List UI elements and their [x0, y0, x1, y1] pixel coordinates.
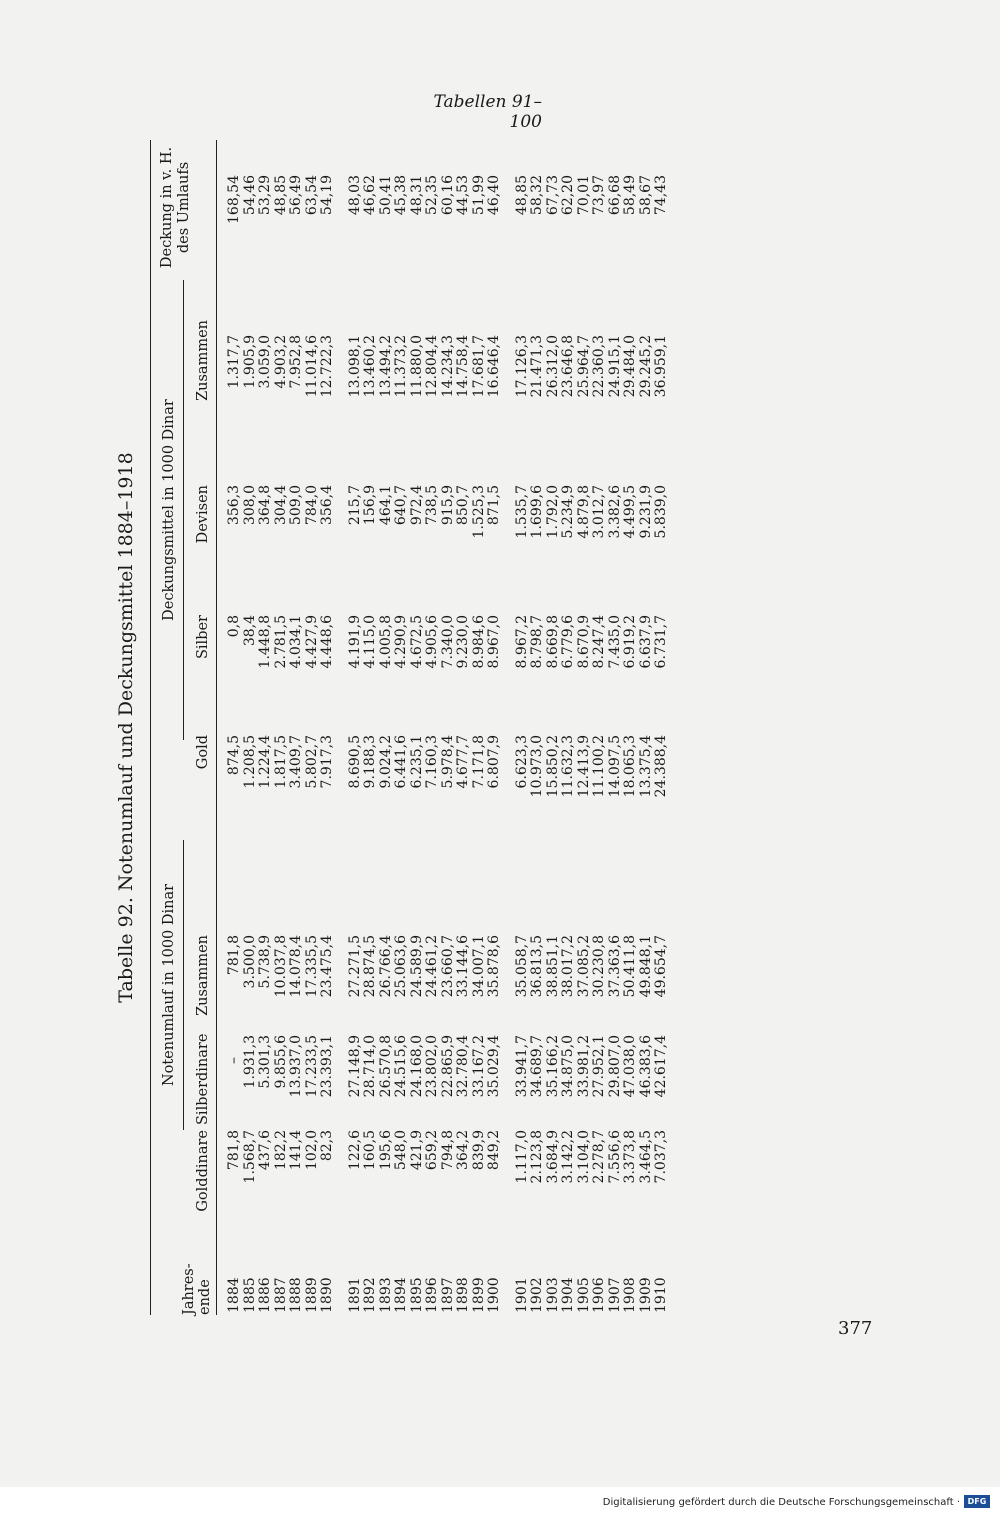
table-cell: 33.981,2: [575, 1035, 592, 1098]
table-cell: 659,2: [424, 1130, 440, 1171]
table-cell: 24.461,2: [424, 935, 440, 998]
table-cell: 141,4: [288, 1130, 304, 1171]
table-cell: 1.448,8: [257, 615, 273, 669]
table-cell: 29.245,2: [637, 335, 654, 398]
table-cell: 7.160,3: [424, 735, 440, 789]
table-cell: 17.681,7: [470, 335, 487, 398]
table-cell: 38.017,2: [560, 935, 576, 998]
table-cell: 13.098,1: [346, 335, 363, 398]
table-cell: 63,54: [303, 175, 320, 216]
table-cell: 35.878,6: [486, 935, 502, 998]
table-cell: 1910: [653, 1277, 669, 1313]
table-cell: 1.117,0: [513, 1130, 530, 1184]
table-cell: 7.340,0: [439, 615, 456, 669]
table-cell: 49.848,1: [637, 935, 654, 998]
table-cell: 1890: [319, 1277, 335, 1313]
table-cell: 1.208,5: [241, 735, 258, 789]
table-cell: 1.817,5: [272, 735, 289, 789]
footer-text: Digitalisierung gefördert durch die Deutsche Forschungsgemeinschaft ·: [602, 1497, 960, 1508]
table-cell: 2.123,8: [529, 1130, 545, 1184]
table-cell: 6.779,6: [560, 615, 576, 669]
table-cell: 30.230,8: [591, 935, 607, 998]
table-cell: 67,73: [544, 175, 561, 216]
table-cell: 1.568,7: [241, 1130, 258, 1184]
table-cell: 9.024,2: [377, 735, 394, 789]
table-cell: 11.880,0: [408, 335, 425, 398]
table-cell: 44,53: [455, 175, 471, 216]
table-cell: 34.007,1: [470, 935, 487, 998]
table-cell: 4.191,9: [346, 615, 363, 669]
table-cell: 18.065,3: [622, 735, 638, 798]
table-cell: 6.235,1: [408, 735, 425, 789]
table-cell: 3.382,6: [606, 485, 623, 539]
table-cell: 2.781,5: [272, 615, 289, 669]
table-cell: 4.005,8: [377, 615, 394, 669]
table-cell: 34.689,7: [529, 1035, 545, 1098]
table-cell: 102,0: [303, 1130, 320, 1171]
col-header-jahresende: Jahres- ende: [181, 1263, 213, 1315]
table-cell: 27.952,1: [591, 1035, 607, 1098]
table-cell: 1887: [272, 1277, 289, 1313]
table-cell: 195,6: [377, 1130, 394, 1171]
table-cell: 839,9: [470, 1130, 487, 1171]
table-cell: 8.967,2: [513, 615, 530, 669]
table-cell: 4.879,8: [575, 485, 592, 539]
table-cell: 3.684,9: [544, 1130, 561, 1184]
dfg-logo: DFG: [964, 1495, 990, 1508]
table-cell: 29.484,0: [622, 335, 638, 398]
table-cell: 33.941,7: [513, 1035, 530, 1098]
table-cell: 4.290,9: [393, 615, 409, 669]
table-cell: 48,85: [513, 175, 530, 216]
table-cell: 14.234,3: [439, 335, 456, 398]
table-cell: 60,16: [439, 175, 456, 216]
table-cell: 58,49: [622, 175, 638, 216]
table-cell: 3.104,0: [575, 1130, 592, 1184]
table-cell: 4.905,6: [424, 615, 440, 669]
table-cell: 1899: [470, 1277, 487, 1313]
table-cell: 5.802,7: [303, 735, 320, 789]
table-cell: 36.813,5: [529, 935, 545, 998]
table-cell: 1896: [424, 1277, 440, 1313]
table-cell: 48,31: [408, 175, 425, 216]
table-cell: 437,6: [257, 1130, 273, 1171]
table-cell: 1893: [377, 1277, 394, 1313]
zusammen-deckung-column: [227, 335, 670, 435]
table-cell: 1906: [591, 1277, 607, 1313]
table-cell: 1891: [346, 1277, 363, 1313]
table-cell: 1885: [241, 1277, 258, 1313]
table-cell: 10.037,8: [272, 935, 289, 998]
table-cell: 850,7: [455, 485, 471, 526]
table-cell: 1889: [303, 1277, 320, 1313]
table-cell: 24.515,6: [393, 1035, 409, 1098]
col-header-zusammen-umlauf: Zusammen: [195, 935, 211, 1016]
silberdinare-column: [227, 1035, 670, 1125]
table-cell: 38,4: [241, 615, 258, 647]
table-cell: 38.851,1: [544, 935, 561, 998]
table-cell: 871,5: [486, 485, 502, 526]
table-cell: 33.144,6: [455, 935, 471, 998]
table-cell: 548,0: [393, 1130, 409, 1171]
table-cell: 1909: [637, 1277, 654, 1313]
table-cell: 21.471,3: [529, 335, 545, 398]
table-cell: 1904: [560, 1277, 576, 1313]
table-cell: 4.672,5: [408, 615, 425, 669]
table-cell: 3.059,0: [257, 335, 273, 389]
table-cell: 6.807,9: [486, 735, 502, 789]
table-cell: 28.714,0: [362, 1035, 378, 1098]
table-cell: 1898: [455, 1277, 471, 1313]
table-cell: 356,3: [226, 485, 242, 526]
table-cell: 1.525,3: [470, 485, 487, 539]
golddinare-column: [227, 1130, 670, 1220]
table-cell: 4.115,0: [362, 615, 378, 669]
table-cell: 23.802,0: [424, 1035, 440, 1098]
table-cell: 12.804,4: [424, 335, 440, 398]
table-cell: 11.100,2: [591, 735, 607, 798]
table-cell: 4.677,7: [455, 735, 471, 789]
table-cell: 13.937,0: [288, 1035, 304, 1098]
table-cell: 1.317,7: [226, 335, 242, 389]
table-cell: 56,49: [288, 175, 304, 216]
table-cell: 8.669,8: [544, 615, 561, 669]
table-cell: 9.231,9: [637, 485, 654, 539]
deckung-column: [227, 175, 670, 235]
table-cell: 46.383,6: [637, 1035, 654, 1098]
table-cell: 1902: [529, 1277, 545, 1313]
table-cell: 509,0: [288, 485, 304, 526]
table-cell: 781,8: [226, 935, 242, 976]
table-cell: 51,99: [470, 175, 487, 216]
table-cell: 73,97: [591, 175, 607, 216]
footer-bar: [0, 1487, 1000, 1513]
table-cell: 1908: [622, 1277, 638, 1313]
table-cell: 24.168,0: [408, 1035, 425, 1098]
table-cell: 5.978,4: [439, 735, 456, 789]
table-cell: 49.654,7: [653, 935, 669, 998]
table-cell: 156,9: [362, 485, 378, 526]
table-cell: 16.646,4: [486, 335, 502, 398]
table-cell: 62,20: [560, 175, 576, 216]
table-cell: 35.166,2: [544, 1035, 561, 1098]
table-cell: 3.373,8: [622, 1130, 638, 1184]
table-cell: 11.373,2: [393, 335, 409, 398]
table-cell: 5.738,9: [257, 935, 273, 989]
table-cell: 28.874,5: [362, 935, 378, 998]
table-cell: 4.903,2: [272, 335, 289, 389]
table-cell: 48,03: [346, 175, 363, 216]
table-cell: 12.413,9: [575, 735, 592, 798]
table-cell: 1903: [544, 1277, 561, 1313]
table-cell: 42.617,4: [653, 1035, 669, 1098]
table-cell: 27.271,5: [346, 935, 363, 998]
table-cell: 23.660,7: [439, 935, 456, 998]
table-cell: 54,19: [319, 175, 335, 216]
table-cell: 8.984,6: [470, 615, 487, 669]
table-cell: 35.058,7: [513, 935, 530, 998]
table-cell: 58,67: [637, 175, 654, 216]
table-cell: 48,85: [272, 175, 289, 216]
table-cell: 1.699,6: [529, 485, 545, 539]
table-cell: 972,4: [408, 485, 425, 526]
table-cell: 9.855,6: [272, 1035, 289, 1089]
table-cell: 70,01: [575, 175, 592, 216]
notenumlauf-group-header: Notenumlauf in 1000 Dinar: [161, 883, 177, 1087]
table-cell: 1.224,4: [257, 735, 273, 789]
table-cell: 29.807,0: [606, 1035, 623, 1098]
table-cell: 34.875,0: [560, 1035, 576, 1098]
page-number: 377: [838, 1318, 873, 1339]
silber-column: [227, 615, 670, 705]
table-cell: 784,0: [303, 485, 320, 526]
table-cell: 11.014,6: [303, 335, 320, 398]
table-cell: 781,8: [226, 1130, 242, 1171]
table-cell: 5.301,3: [257, 1035, 273, 1089]
table-cell: 1886: [257, 1277, 273, 1313]
table-cell: 26.312,0: [544, 335, 561, 398]
table-cell: 640,7: [393, 485, 409, 526]
table-cell: 1.535,7: [513, 485, 530, 539]
col-header-golddinare: Golddinare: [195, 1130, 211, 1212]
table-cell: 45,38: [393, 175, 409, 216]
deckung-group-header: Deckung in v. H. des Umlaufs: [159, 146, 192, 269]
table-cell: 35.029,4: [486, 1035, 502, 1098]
table-cell: 1897: [439, 1277, 456, 1313]
table-cell: 215,7: [346, 485, 363, 526]
table-cell: 5.839,0: [653, 485, 669, 539]
table-cell: 421,9: [408, 1130, 425, 1171]
table-cell: 1.931,3: [241, 1035, 258, 1089]
year-column: [227, 1258, 670, 1313]
table-cell: 1888: [288, 1277, 304, 1313]
table-title: Tabelle 92. Notenumlauf und Deckungsmittel 1884–1918: [115, 452, 137, 1003]
table-cell: 23.393,1: [319, 1035, 335, 1098]
table-cell: 32.780,4: [455, 1035, 471, 1098]
table-cell: 8.798,7: [529, 615, 545, 669]
table-cell: 7.435,0: [606, 615, 623, 669]
table-cell: 915,9: [439, 485, 456, 526]
table-cell: 50.411,8: [622, 935, 638, 998]
table-cell: 849,2: [486, 1130, 502, 1171]
table-header-rule: [216, 140, 217, 1315]
table-cell: 13.375,4: [637, 735, 654, 798]
table-cell: 11.632,3: [560, 735, 576, 798]
table-cell: 6.441,6: [393, 735, 409, 789]
table-cell: 3.464,5: [637, 1130, 654, 1184]
table-cell: 36.959,1: [653, 335, 669, 398]
table-cell: 0,8: [226, 615, 242, 638]
table-cell: 464,1: [377, 485, 394, 526]
table-cell: 33.167,2: [470, 1035, 487, 1098]
table-cell: 58,32: [529, 175, 545, 216]
table-cell: 3.142,2: [560, 1130, 576, 1184]
table-cell: 4.427,9: [303, 615, 320, 669]
table-cell: 3.500,0: [241, 935, 258, 989]
rotated-table: [115, 140, 850, 1315]
table-cell: 5.234,9: [560, 485, 576, 539]
table-cell: 13.460,2: [362, 335, 378, 398]
deckungsmittel-group-rule: [183, 280, 184, 740]
table-cell: 6.637,9: [637, 615, 654, 669]
table-cell: 37.085,2: [575, 935, 592, 998]
table-cell: 874,5: [226, 735, 242, 776]
table-cell: 9.188,3: [362, 735, 378, 789]
table-cell: 168,54: [226, 175, 242, 224]
notenumlauf-group-rule: [183, 840, 184, 1130]
table-cell: 17.126,3: [513, 335, 530, 398]
gold-column: [227, 735, 670, 825]
table-cell: 2.278,7: [591, 1130, 607, 1184]
table-cell: 1894: [393, 1277, 409, 1313]
table-cell: 23.475,4: [319, 935, 335, 998]
table-top-rule: [150, 140, 151, 1315]
table-cell: 74,43: [653, 175, 669, 216]
table-cell: 22.865,9: [439, 1035, 456, 1098]
table-cell: 25.964,7: [575, 335, 592, 398]
table-cell: 1907: [606, 1277, 623, 1313]
deckungsmittel-group-header: Deckungsmittel in 1000 Dinar: [161, 399, 177, 621]
table-cell: 24.589,9: [408, 935, 425, 998]
table-cell: 26.766,4: [377, 935, 394, 998]
table-cell: 1905: [575, 1277, 592, 1313]
table-cell: 66,68: [606, 175, 623, 216]
table-cell: 1884: [226, 1277, 242, 1313]
col-header-silber: Silber: [195, 615, 211, 660]
table-cell: 47.038,0: [622, 1035, 638, 1098]
table-cell: 25.063,6: [393, 935, 409, 998]
running-header: Tabellen 91–100: [433, 92, 542, 132]
table-cell: 7.952,8: [288, 335, 304, 389]
table-cell: 26.570,8: [377, 1035, 394, 1098]
table-cell: 7.037,3: [653, 1130, 669, 1184]
table-cell: 794,8: [439, 1130, 456, 1171]
table-cell: 4.034,1: [288, 615, 304, 669]
table-cell: 13.494,2: [377, 335, 394, 398]
table-cell: 24.388,4: [653, 735, 669, 798]
table-cell: 24.915,1: [606, 335, 623, 398]
table-cell: 46,62: [362, 175, 378, 216]
table-cell: 7.556,6: [606, 1130, 623, 1184]
table-cell: 356,4: [319, 485, 335, 526]
col-header-devisen: Devisen: [195, 485, 211, 544]
zusammen-umlauf-column: [227, 935, 670, 1025]
table-cell: 46,40: [486, 175, 502, 216]
table-cell: 27.148,9: [346, 1035, 363, 1098]
table-cell: 50,41: [377, 175, 394, 216]
table-cell: 1895: [408, 1277, 425, 1313]
table-cell: 304,4: [272, 485, 289, 526]
table-cell: 1.792,0: [544, 485, 561, 539]
table-cell: 14.097,5: [606, 735, 623, 798]
table-cell: –: [226, 1057, 242, 1064]
table-cell: 82,3: [319, 1130, 335, 1162]
table-cell: 6.731,7: [653, 615, 669, 669]
table-cell: 1901: [513, 1277, 530, 1313]
table-cell: 6.623,3: [513, 735, 530, 789]
table-cell: 738,5: [424, 485, 440, 526]
table-cell: 4.448,6: [319, 615, 335, 669]
table-cell: 364,8: [257, 485, 273, 526]
table-cell: 10.973,0: [529, 735, 545, 798]
table-cell: 37.363,6: [606, 935, 623, 998]
table-cell: 23.646,8: [560, 335, 576, 398]
table-cell: 160,5: [362, 1130, 378, 1171]
table-cell: 8.670,9: [575, 615, 592, 669]
col-header-silberdinare: Silberdinare: [195, 1033, 211, 1125]
table-cell: 7.171,8: [470, 735, 487, 789]
table-cell: 4.499,5: [622, 485, 638, 539]
table-cell: 1900: [486, 1277, 502, 1313]
table-cell: 3.012,7: [591, 485, 607, 539]
table-cell: 7.917,3: [319, 735, 335, 789]
table-cell: 12.722,3: [319, 335, 335, 398]
table-cell: 182,2: [272, 1130, 289, 1171]
table-cell: 17.335,5: [303, 935, 320, 998]
table-cell: 122,6: [346, 1130, 363, 1171]
devisen-column: [227, 485, 670, 575]
table-cell: 364,2: [455, 1130, 471, 1171]
table-cell: 1.905,9: [241, 335, 258, 389]
table-cell: 53,29: [257, 175, 273, 216]
table-cell: 1892: [362, 1277, 378, 1313]
table-cell: 8.690,5: [346, 735, 363, 789]
table-cell: 8.247,4: [591, 615, 607, 669]
table-cell: 17.233,5: [303, 1035, 320, 1098]
table-cell: 308,0: [241, 485, 258, 526]
col-header-gold: Gold: [195, 735, 211, 770]
table-cell: 54,46: [241, 175, 258, 216]
table-cell: 14.758,4: [455, 335, 471, 398]
table-cell: 8.967,0: [486, 615, 502, 669]
table-cell: 22.360,3: [591, 335, 607, 398]
table-cell: 15.850,2: [544, 735, 561, 798]
table-cell: 52,35: [424, 175, 440, 216]
table-cell: 9.230,0: [455, 615, 471, 669]
table-cell: 3.409,7: [288, 735, 304, 789]
table-cell: 6.919,2: [622, 615, 638, 669]
col-header-zusammen-deckung: Zusammen: [195, 320, 211, 401]
table-cell: 14.078,4: [288, 935, 304, 998]
